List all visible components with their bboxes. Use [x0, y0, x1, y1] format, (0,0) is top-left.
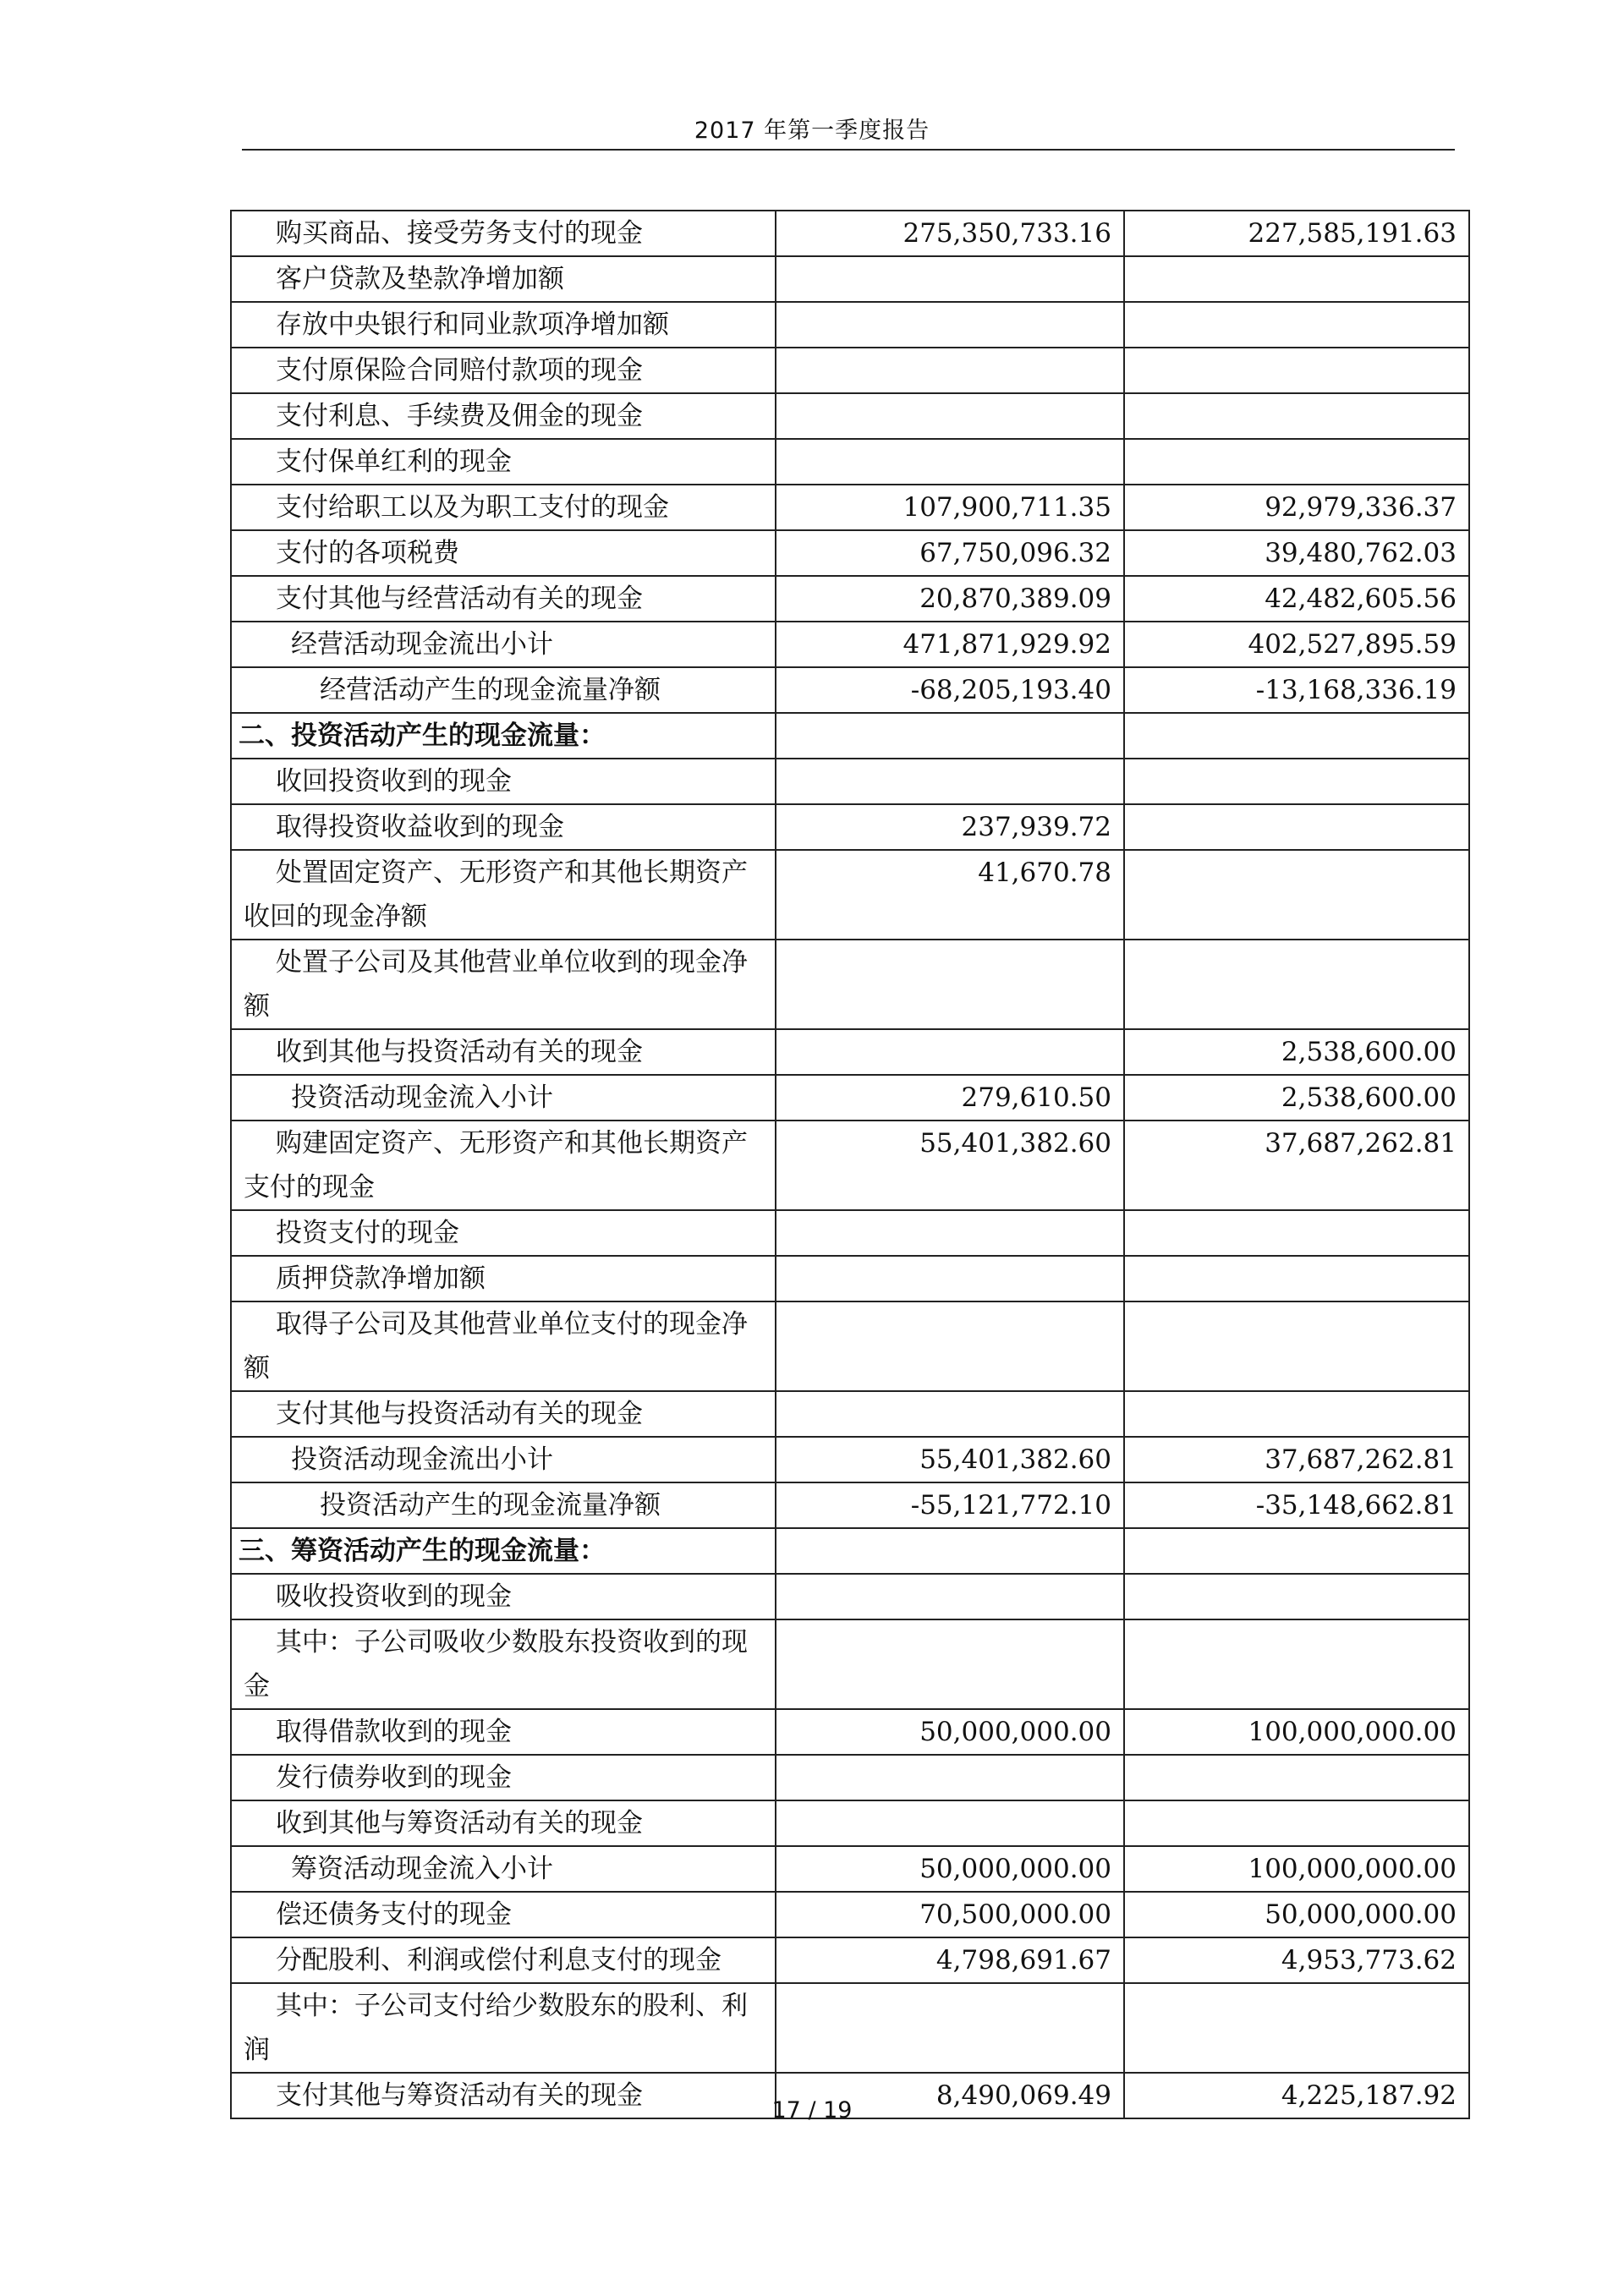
prior-period-value — [1124, 1391, 1469, 1437]
table-row — [231, 211, 1469, 256]
row-label: 质押贷款净增加额 — [231, 1256, 776, 1301]
current-period-value — [776, 1210, 1124, 1256]
table-row — [231, 302, 1469, 348]
prior-period-value — [1124, 302, 1469, 348]
row-label: 偿还债务支付的现金 — [231, 1892, 776, 1937]
row-label: 处置子公司及其他营业单位收到的现金净额 — [231, 940, 776, 1029]
current-period-value — [776, 393, 1124, 439]
row-label: 支付原保险合同赔付款项的现金 — [231, 348, 776, 393]
prior-period-value: 42,482,605.56 — [1124, 576, 1469, 622]
table-row — [231, 1755, 1469, 1800]
row-label: 筹资活动现金流入小计 — [231, 1846, 776, 1892]
row-label: 支付利息、手续费及佣金的现金 — [231, 393, 776, 439]
row-label: 存放中央银行和同业款项净增加额 — [231, 302, 776, 348]
row-label: 支付其他与经营活动有关的现金 — [231, 576, 776, 622]
row-label: 收到其他与筹资活动有关的现金 — [231, 1800, 776, 1846]
prior-period-value — [1124, 1528, 1469, 1574]
row-label: 支付其他与筹资活动有关的现金 — [231, 2073, 776, 2118]
prior-period-value: -13,168,336.19 — [1124, 667, 1469, 713]
current-period-value: 41,670.78 — [776, 850, 1124, 940]
header-divider — [242, 149, 1455, 151]
prior-period-value: 4,225,187.92 — [1124, 2073, 1469, 2118]
report-title: 2017 年第一季度报告 — [694, 118, 930, 144]
row-label: 投资支付的现金 — [231, 1210, 776, 1256]
current-period-value — [776, 1528, 1124, 1574]
current-period-value: 50,000,000.00 — [776, 1846, 1124, 1892]
table-row — [231, 1709, 1469, 1755]
prior-period-value — [1124, 256, 1469, 302]
table-row — [231, 850, 1469, 940]
prior-period-value — [1124, 393, 1469, 439]
current-period-value — [776, 1256, 1124, 1301]
prior-period-value — [1124, 1210, 1469, 1256]
table-row — [231, 1574, 1469, 1619]
section-heading: 二、投资活动产生的现金流量： — [231, 713, 776, 759]
prior-period-value — [1124, 1619, 1469, 1709]
table-row — [231, 1983, 1469, 2073]
prior-period-value — [1124, 759, 1469, 804]
prior-period-value — [1124, 439, 1469, 485]
current-period-value: 55,401,382.60 — [776, 1437, 1124, 1482]
current-period-value: 237,939.72 — [776, 804, 1124, 850]
table-row — [231, 530, 1469, 576]
prior-period-value — [1124, 850, 1469, 940]
prior-period-value: 37,687,262.81 — [1124, 1121, 1469, 1210]
row-label: 支付保单红利的现金 — [231, 439, 776, 485]
current-period-value: 471,871,929.92 — [776, 622, 1124, 667]
table-row — [231, 940, 1469, 1029]
prior-period-value: 227,585,191.63 — [1124, 211, 1469, 256]
prior-period-value: 100,000,000.00 — [1124, 1846, 1469, 1892]
current-period-value: 8,490,069.49 — [776, 2073, 1124, 2118]
table-row — [231, 1937, 1469, 1983]
current-period-value: 279,610.50 — [776, 1075, 1124, 1121]
table-row — [231, 256, 1469, 302]
row-label: 客户贷款及垫款净增加额 — [231, 256, 776, 302]
row-label: 取得投资收益收到的现金 — [231, 804, 776, 850]
table-row — [231, 1391, 1469, 1437]
row-label: 投资活动产生的现金流量净额 — [231, 1482, 776, 1528]
current-period-value: -55,121,772.10 — [776, 1482, 1124, 1528]
prior-period-value — [1124, 940, 1469, 1029]
current-period-value — [776, 1574, 1124, 1619]
table-row — [231, 439, 1469, 485]
prior-period-value — [1124, 713, 1469, 759]
row-label: 其中：子公司吸收少数股东投资收到的现金 — [231, 1619, 776, 1709]
current-period-value — [776, 302, 1124, 348]
row-label: 经营活动现金流出小计 — [231, 622, 776, 667]
table-row — [231, 1800, 1469, 1846]
current-period-value: 55,401,382.60 — [776, 1121, 1124, 1210]
table-row — [231, 393, 1469, 439]
row-label: 投资活动现金流出小计 — [231, 1437, 776, 1482]
table-row — [231, 1210, 1469, 1256]
table-row — [231, 1892, 1469, 1937]
table-row — [231, 1301, 1469, 1391]
row-label: 投资活动现金流入小计 — [231, 1075, 776, 1121]
current-period-value — [776, 1983, 1124, 2073]
prior-period-value — [1124, 1800, 1469, 1846]
current-period-value: 107,900,711.35 — [776, 485, 1124, 530]
table-row — [231, 1482, 1469, 1528]
prior-period-value: 100,000,000.00 — [1124, 1709, 1469, 1755]
table-row — [231, 1437, 1469, 1482]
row-label: 取得子公司及其他营业单位支付的现金净额 — [231, 1301, 776, 1391]
row-label: 支付给职工以及为职工支付的现金 — [231, 485, 776, 530]
prior-period-value — [1124, 1301, 1469, 1391]
current-period-value — [776, 1800, 1124, 1846]
row-label: 其中：子公司支付给少数股东的股利、利润 — [231, 1983, 776, 2073]
prior-period-value: 39,480,762.03 — [1124, 530, 1469, 576]
current-period-value: -68,205,193.40 — [776, 667, 1124, 713]
row-label: 经营活动产生的现金流量净额 — [231, 667, 776, 713]
current-period-value: 4,798,691.67 — [776, 1937, 1124, 1983]
row-label: 收回投资收到的现金 — [231, 759, 776, 804]
table-row — [231, 1121, 1469, 1210]
current-period-value — [776, 1029, 1124, 1075]
prior-period-value — [1124, 348, 1469, 393]
prior-period-value: 2,538,600.00 — [1124, 1029, 1469, 1075]
current-period-value — [776, 348, 1124, 393]
current-period-value — [776, 1391, 1124, 1437]
row-label: 处置固定资产、无形资产和其他长期资产收回的现金净额 — [231, 850, 776, 940]
prior-period-value: 402,527,895.59 — [1124, 622, 1469, 667]
current-period-value — [776, 713, 1124, 759]
current-period-value — [776, 940, 1124, 1029]
table-row — [231, 576, 1469, 622]
row-label: 购买商品、接受劳务支付的现金 — [231, 211, 776, 256]
section-heading: 三、筹资活动产生的现金流量： — [231, 1528, 776, 1574]
table-row — [231, 1846, 1469, 1892]
prior-period-value: 4,953,773.62 — [1124, 1937, 1469, 1983]
table-row — [231, 759, 1469, 804]
current-period-value — [776, 1301, 1124, 1391]
table-row — [231, 348, 1469, 393]
current-period-value — [776, 439, 1124, 485]
table-body — [231, 211, 1469, 2118]
row-label: 吸收投资收到的现金 — [231, 1574, 776, 1619]
current-period-value: 20,870,389.09 — [776, 576, 1124, 622]
table-row — [231, 1029, 1469, 1075]
current-period-value: 67,750,096.32 — [776, 530, 1124, 576]
row-label: 购建固定资产、无形资产和其他长期资产支付的现金 — [231, 1121, 776, 1210]
table-row — [231, 622, 1469, 667]
prior-period-value: 37,687,262.81 — [1124, 1437, 1469, 1482]
cash-flow-table — [230, 210, 1470, 2119]
prior-period-value: -35,148,662.81 — [1124, 1482, 1469, 1528]
prior-period-value — [1124, 1983, 1469, 2073]
row-label: 发行债券收到的现金 — [231, 1755, 776, 1800]
current-period-value: 70,500,000.00 — [776, 1892, 1124, 1937]
table-row — [231, 1528, 1469, 1574]
table-row — [231, 485, 1469, 530]
current-period-value: 275,350,733.16 — [776, 211, 1124, 256]
prior-period-value: 2,538,600.00 — [1124, 1075, 1469, 1121]
current-period-value — [776, 759, 1124, 804]
current-period-value: 50,000,000.00 — [776, 1709, 1124, 1755]
prior-period-value — [1124, 1256, 1469, 1301]
cash-flow-table-container — [230, 210, 1468, 2119]
current-period-value — [776, 256, 1124, 302]
page-number: 17 / 19 — [771, 2097, 853, 2123]
prior-period-value — [1124, 1574, 1469, 1619]
row-label: 取得借款收到的现金 — [231, 1709, 776, 1755]
prior-period-value — [1124, 1755, 1469, 1800]
row-label: 分配股利、利润或偿付利息支付的现金 — [231, 1937, 776, 1983]
table-row — [231, 1619, 1469, 1709]
table-row — [231, 713, 1469, 759]
table-row — [231, 1075, 1469, 1121]
table-row — [231, 1256, 1469, 1301]
table-row — [231, 804, 1469, 850]
current-period-value — [776, 1755, 1124, 1800]
current-period-value — [776, 1619, 1124, 1709]
prior-period-value — [1124, 804, 1469, 850]
prior-period-value: 50,000,000.00 — [1124, 1892, 1469, 1937]
row-label: 支付的各项税费 — [231, 530, 776, 576]
row-label: 收到其他与投资活动有关的现金 — [231, 1029, 776, 1075]
prior-period-value: 92,979,336.37 — [1124, 485, 1469, 530]
row-label: 支付其他与投资活动有关的现金 — [231, 1391, 776, 1437]
table-row — [231, 667, 1469, 713]
